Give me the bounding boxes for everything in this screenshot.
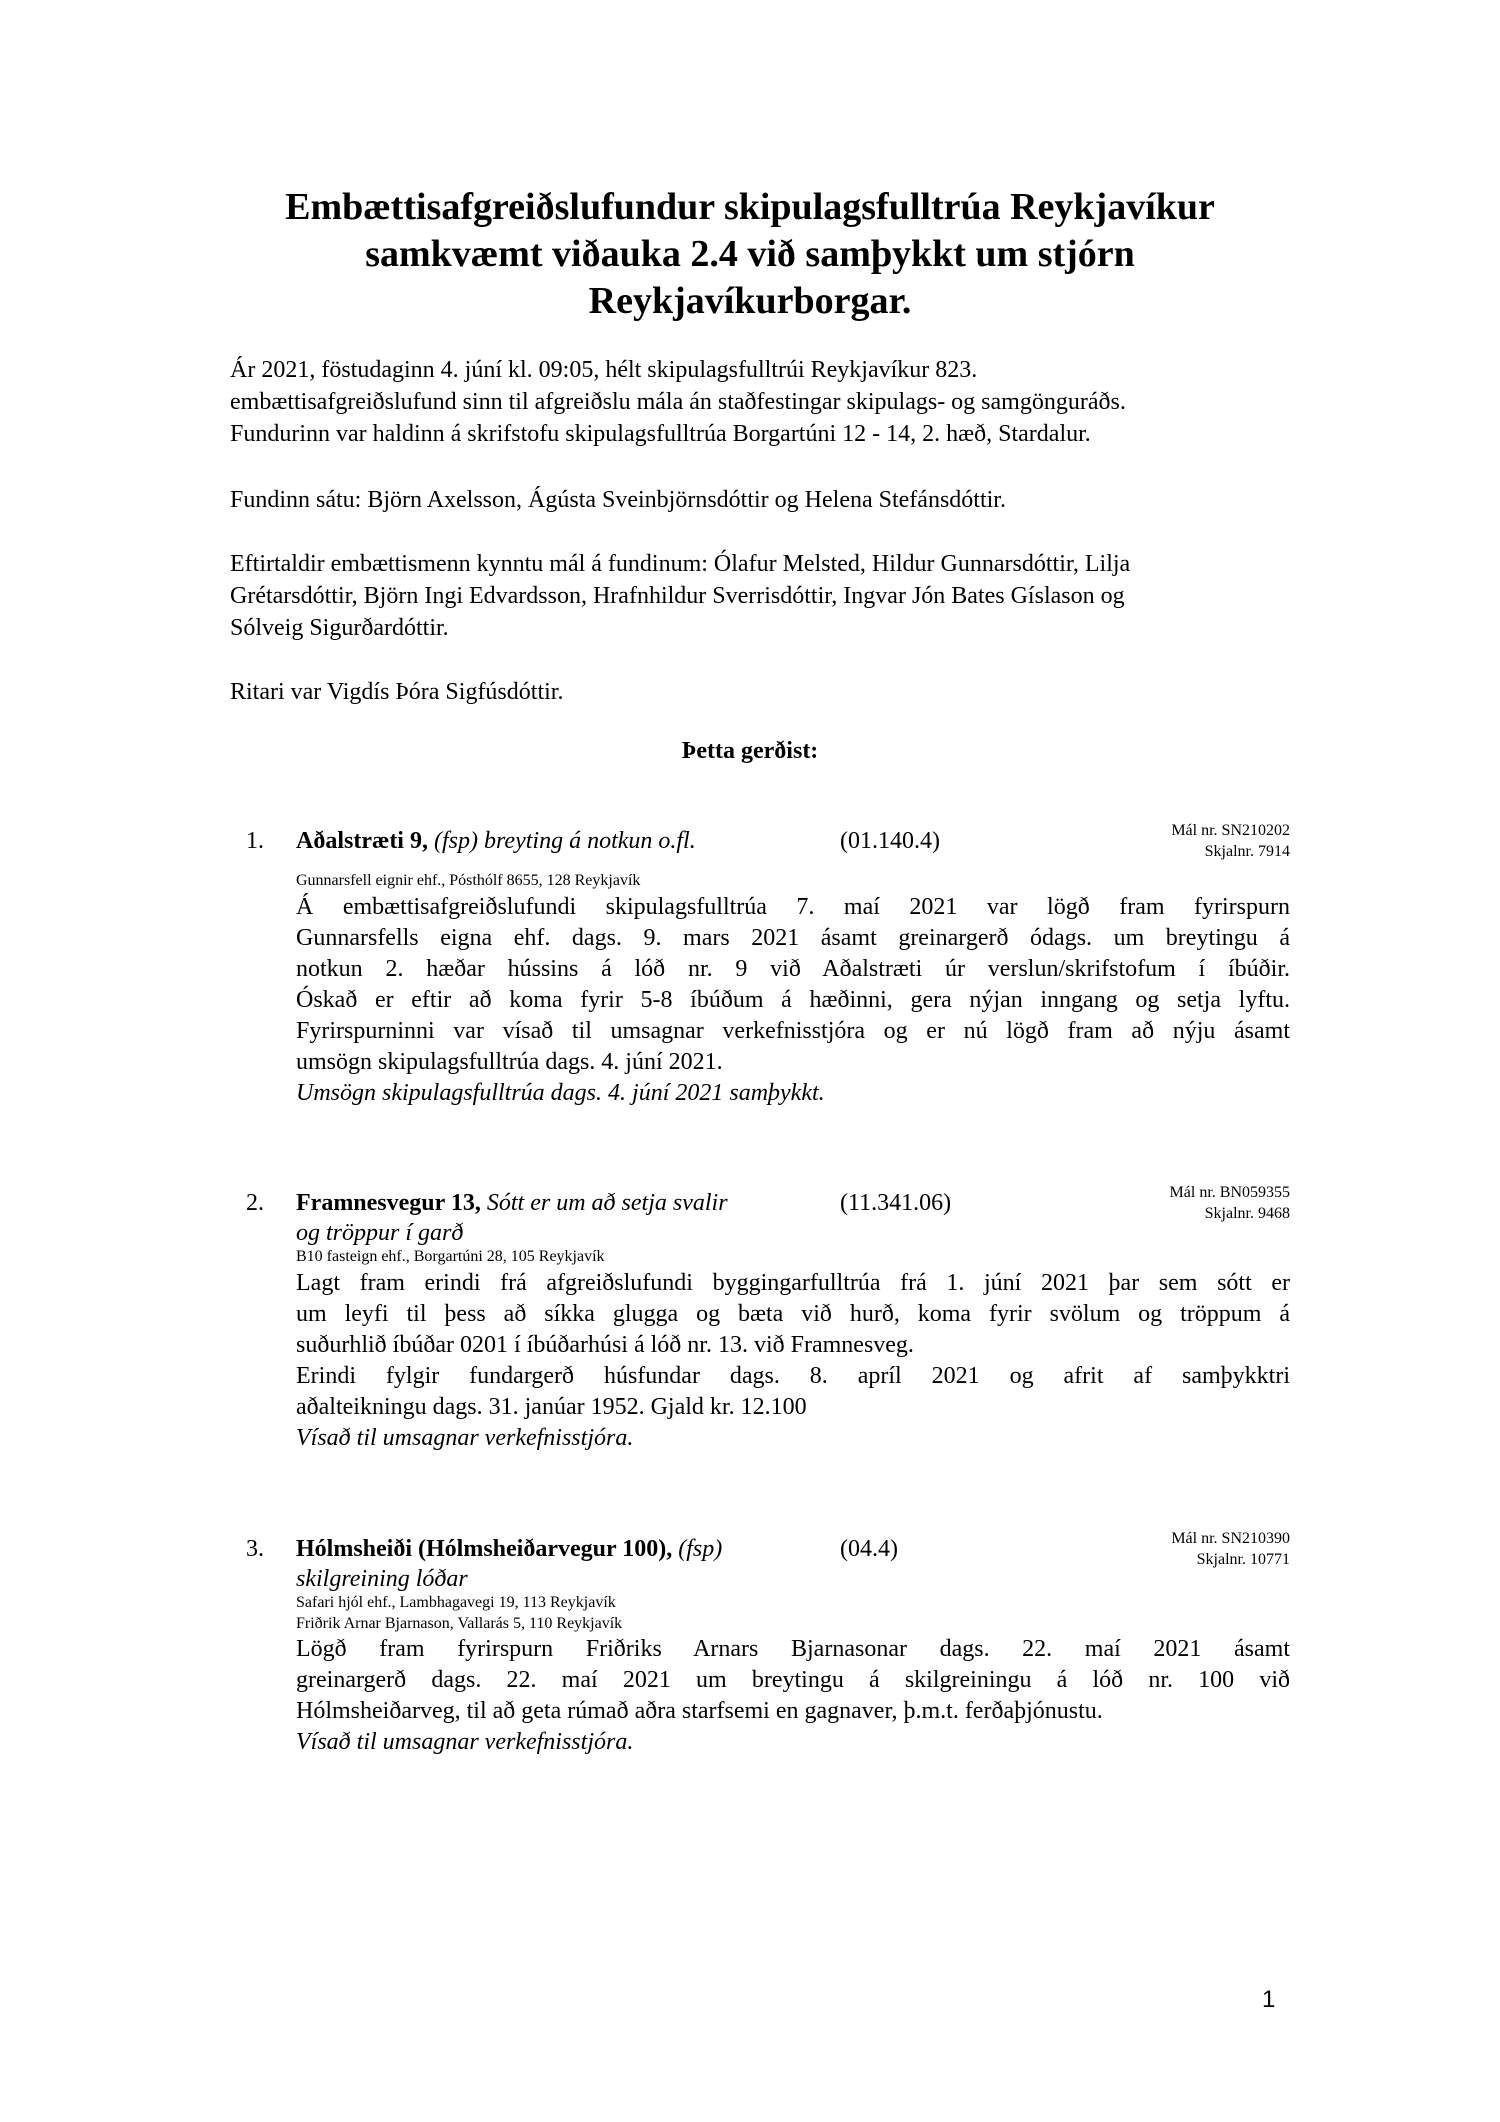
item-case-number: Mál nr. SN210390 bbox=[1171, 1530, 1290, 1547]
item-parties bbox=[296, 1246, 605, 1267]
body-line: Gunnarsfells eigna ehf. dags. 9. mars 2021 ásamt greinargerð ódags. um breytingu á bbox=[296, 925, 1290, 951]
body-line: notkun 2. hæðar hússins á lóð nr. 9 við Aðalstræti úr verslun/skrifstofum í íbúðir. bbox=[296, 956, 1290, 982]
item-address: Hólmsheiði (Hólmsheiðarvegur 100), bbox=[296, 1536, 673, 1562]
body-line: greinargerð dags. 22. maí 2021 um breytingu á skilgreiningu á lóð nr. 100 við bbox=[296, 1667, 1290, 1693]
item-number: 2. bbox=[246, 1190, 264, 1216]
item-decision: Vísað til umsagnar verkefnisstjóra. bbox=[296, 1425, 634, 1451]
item-subject-line-1: Sótt er um að setja svalir bbox=[486, 1190, 728, 1216]
item-heading bbox=[296, 1188, 816, 1248]
body-line: Á embættisafgreiðslufundi skipulagsfulltrúa 7. maí 2021 var lögð fram fyrirspurn bbox=[296, 894, 1290, 920]
item-heading bbox=[296, 826, 816, 856]
body-line: Erindi fylgir fundargerð húsfundar dags. 8. apríl 2021 og afrit af samþykktri bbox=[296, 1363, 1290, 1389]
secretary-paragraph bbox=[230, 676, 1290, 708]
item-land-code: (11.341.06) bbox=[840, 1190, 952, 1216]
title-line-2: samkvæmt viðauka 2.4 við samþykkt um stjórn bbox=[365, 233, 1135, 275]
body-line: Fyrirspurninni var vísað til umsagnar verkefnisstjóra og er nú lögð fram að nýju ásamt bbox=[296, 1018, 1290, 1044]
item-body bbox=[296, 1634, 1290, 1758]
intro-paragraph bbox=[230, 354, 1290, 450]
officials-line-1: Eftirtaldir embættismenn kynntu mál á fundinum: Ólafur Melsted, Hildur Gunnarsdóttir, Lilja bbox=[230, 551, 1131, 577]
item-body bbox=[296, 1268, 1290, 1454]
item-doc-number: Skjalnr. 10771 bbox=[1196, 1551, 1290, 1568]
body-line: Lagt fram erindi frá afgreiðslufundi byggingarfulltrúa frá 1. júní 2021 þar sem sótt er bbox=[296, 1270, 1290, 1296]
item-subject-line-1: (fsp) bbox=[678, 1536, 723, 1562]
item-address: Aðalstræti 9, bbox=[296, 828, 428, 854]
item-land-code: (01.140.4) bbox=[840, 828, 940, 854]
section-heading: Þetta gerðist: bbox=[681, 738, 819, 764]
party: Friðrik Arnar Bjarnason, Vallarás 5, 110 Reykjavík bbox=[296, 1615, 623, 1632]
body-line: Hólmsheiðarveg, til að geta rúmað aðra starfsemi en gagnaver, þ.m.t. ferðaþjónustu. bbox=[296, 1698, 1103, 1724]
intro-line-3: Fundurinn var haldinn á skrifstofu skipulagsfulltrúa Borgartúni 12 - 14, 2. hæð, Stardalur. bbox=[230, 421, 1091, 447]
attendees-line: Fundinn sátu: Björn Axelsson, Ágústa Sveinbjörnsdóttir og Helena Stefánsdóttir. bbox=[230, 487, 1006, 513]
item-doc-number: Skjalnr. 9468 bbox=[1204, 1205, 1290, 1222]
item-case-number: Mál nr. SN210202 bbox=[1171, 822, 1290, 839]
item-case-info bbox=[1170, 1182, 1290, 1224]
item-subject-line-2: skilgreining lóðar bbox=[296, 1566, 468, 1592]
secretary-line: Ritari var Vigdís Þóra Sigfúsdóttir. bbox=[230, 679, 564, 705]
item-subject: (fsp) breyting á notkun o.fl. bbox=[433, 828, 696, 854]
item-address: Framnesvegur 13, bbox=[296, 1190, 481, 1216]
item-parties bbox=[296, 1592, 622, 1634]
document-title bbox=[230, 184, 1270, 325]
officials-paragraph bbox=[230, 548, 1290, 644]
party: B10 fasteign ehf., Borgartúni 28, 105 Reykjavík bbox=[296, 1248, 605, 1265]
body-line: Óskað er eftir að koma fyrir 5-8 íbúðum á hæðinni, gera nýjan inngang og setja lyftu. bbox=[296, 987, 1290, 1013]
attendees-paragraph bbox=[230, 484, 1290, 516]
body-line: Lögð fram fyrirspurn Friðriks Arnars Bjarnasonar dags. 22. maí 2021 ásamt bbox=[296, 1636, 1290, 1662]
intro-line-1: Ár 2021, föstudaginn 4. júní kl. 09:05, hélt skipulagsfulltrúi Reykjavíkur 823. bbox=[230, 357, 978, 383]
party: Safari hjól ehf., Lambhagavegi 19, 113 Reykjavík bbox=[296, 1594, 616, 1611]
body-line: um leyfi til þess að síkka glugga og bæta við hurð, koma fyrir svölum og tröppum á bbox=[296, 1301, 1290, 1327]
item-parties bbox=[296, 870, 640, 891]
item-decision: Umsögn skipulagsfulltrúa dags. 4. júní 2021 samþykkt. bbox=[296, 1080, 825, 1106]
intro-line-2: embættisafgreiðslufund sinn til afgreiðslu mála án staðfestingar skipulags- og samgönguráðs. bbox=[230, 389, 1126, 415]
item-heading bbox=[296, 1534, 816, 1594]
item-subject-line-2: og tröppur í garð bbox=[296, 1220, 464, 1246]
body-line: aðalteikningu dags. 31. janúar 1952. Gjald kr. 12.100 bbox=[296, 1394, 807, 1420]
body-line: umsögn skipulagsfulltrúa dags. 4. júní 2021. bbox=[296, 1049, 723, 1075]
item-doc-number: Skjalnr. 7914 bbox=[1204, 843, 1290, 860]
title-line-3: Reykjavíkurborgar. bbox=[588, 280, 912, 322]
officials-line-3: Sólveig Sigurðardóttir. bbox=[230, 615, 449, 641]
item-body bbox=[296, 892, 1290, 1109]
item-decision: Vísað til umsagnar verkefnisstjóra. bbox=[296, 1729, 634, 1755]
item-number: 1. bbox=[246, 828, 264, 854]
body-line: suðurhlið íbúðar 0201 í íbúðarhúsi á lóð nr. 13. við Framnesveg. bbox=[296, 1332, 914, 1358]
item-case-number: Mál nr. BN059355 bbox=[1169, 1184, 1290, 1201]
item-case-info bbox=[1171, 820, 1290, 862]
title-line-1: Embættisafgreiðslufundur skipulagsfulltrúa Reykjavíkur bbox=[285, 186, 1215, 228]
party: Gunnarsfell eignir ehf., Pósthólf 8655, 128 Reykjavík bbox=[296, 872, 641, 889]
officials-line-2: Grétarsdóttir, Björn Ingi Edvardsson, Hrafnhildur Sverrisdóttir, Ingvar Jón Bates Gíslason og bbox=[230, 583, 1125, 609]
item-number: 3. bbox=[246, 1536, 264, 1562]
page-number: 1 bbox=[1262, 1986, 1276, 2013]
item-land-code: (04.4) bbox=[840, 1536, 898, 1562]
item-case-info bbox=[1171, 1528, 1290, 1570]
